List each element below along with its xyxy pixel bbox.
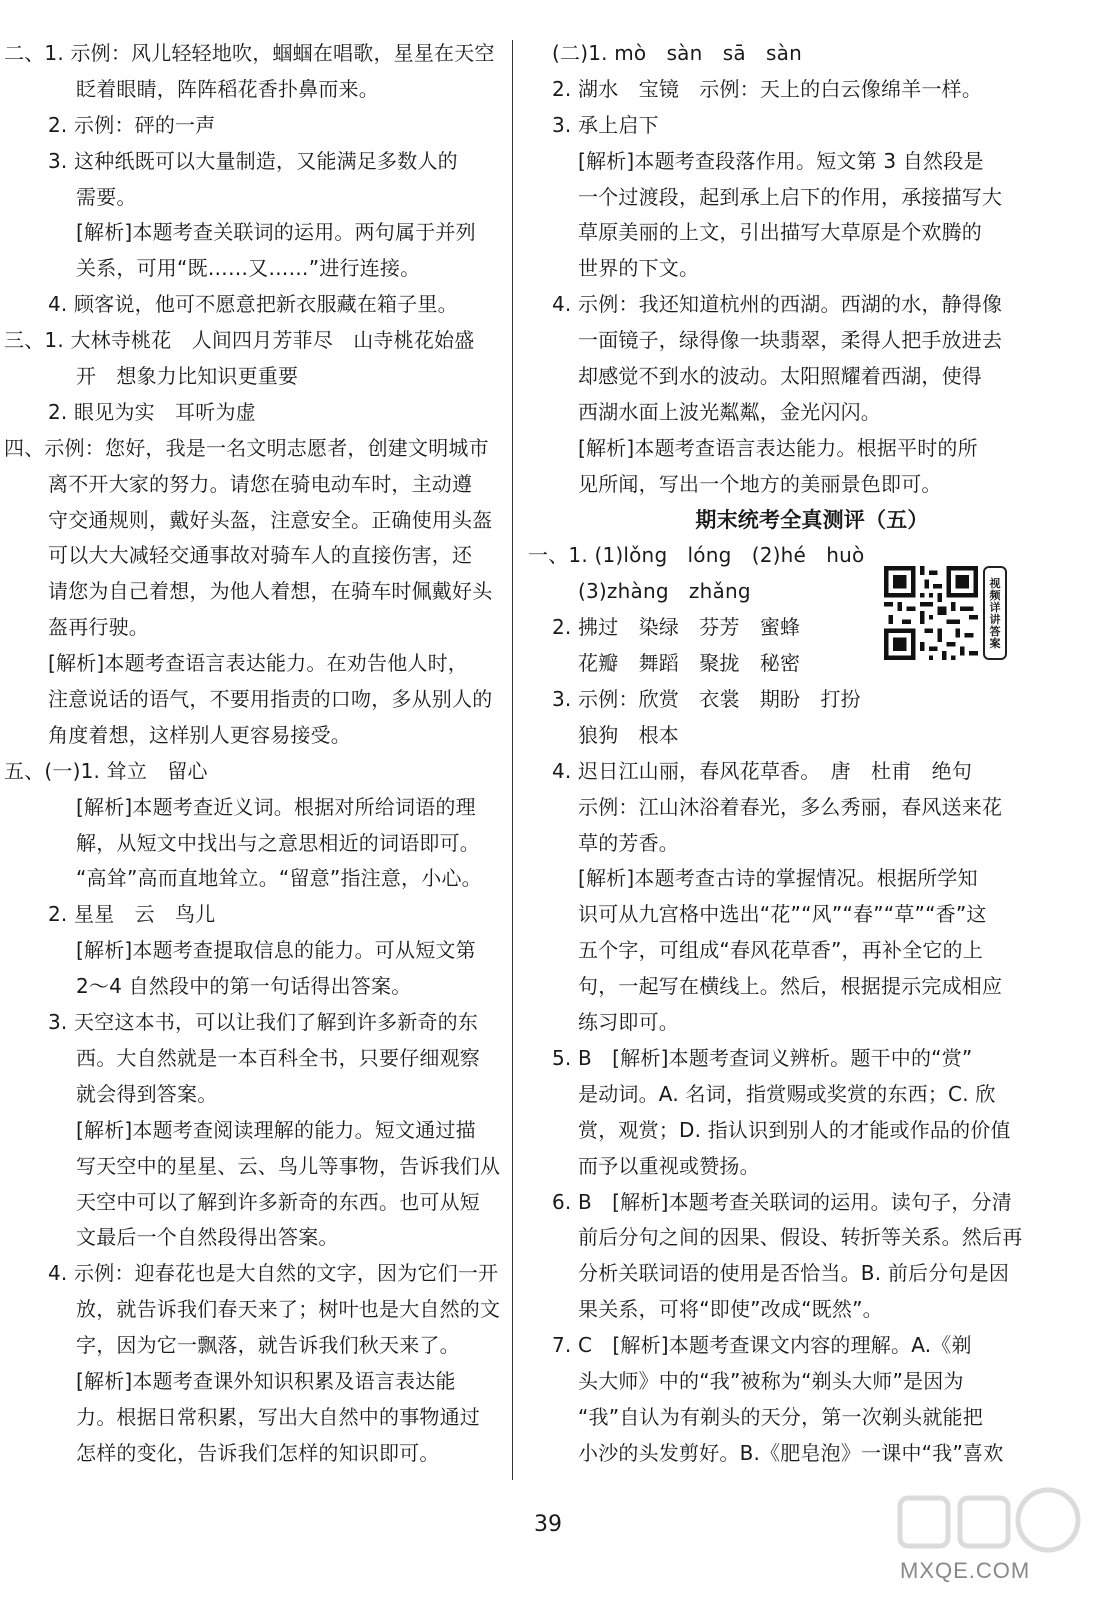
answer-line: 3. 承上启下	[552, 112, 659, 137]
answer-line: 赏，观赏；D. 指认识到别人的才能或作品的价值	[578, 1117, 1011, 1142]
answer-line: 文最后一个自然段得出答案。	[76, 1225, 339, 1250]
answer-line: 头大师》中的“我”被称为“剃头大师”是因为	[578, 1368, 964, 1393]
answer-line: 句，一起写在横线上。然后，根据提示完成相应	[578, 974, 1003, 999]
answer-line: (二)1. mò sàn sā sàn	[552, 41, 802, 65]
column-divider	[512, 40, 513, 1480]
answer-line: 2. 示例：砰的一声	[48, 112, 216, 137]
answer-line: 草的芳香。	[578, 830, 679, 855]
answer-line: 2. 眼见为实 耳听为虚	[48, 399, 256, 424]
answer-line: 一面镜子，绿得像一块翡翠，柔得人把手放进去	[578, 328, 1003, 353]
answer-line: 天空中可以了解到许多新奇的东西。也可从短	[76, 1189, 480, 1214]
answer-line: 见所闻，写出一个地方的美丽景色即可。	[578, 471, 942, 496]
qr-label: 视频详讲答案	[983, 566, 1007, 660]
answer-line: 6. B [解析]本题考查关联词的运用。读句子，分清	[552, 1189, 1012, 1214]
section-title: 期末统考全真测评（五）	[695, 507, 929, 532]
right-column	[528, 36, 1072, 1472]
answer-line: 却感觉不到水的波动。太阳照耀着西湖，使得	[578, 364, 982, 389]
left-column	[4, 36, 504, 1472]
answer-line: 五、(一)1. 耸立 留心	[4, 758, 208, 783]
answer-line: 2～4 自然段中的第一句话得出答案。	[76, 974, 412, 999]
answer-line: 2. 湖水 宝镜 示例：天上的白云像绵羊一样。	[552, 76, 983, 101]
answer-line: 草原美丽的上文，引出描写大草原是个欢腾的	[578, 220, 982, 245]
answer-line: 示例：江山沐浴着春光，多么秀丽，春风送来花	[578, 794, 1003, 819]
answer-line: 怎样的变化，告诉我们怎样的知识即可。	[76, 1440, 440, 1465]
answer-line: 字，因为它一飘落，就告诉我们秋天来了。	[76, 1333, 460, 1358]
answer-line: 识可从九宫格中选出“花”“风”“春”“草”“香”这	[578, 902, 987, 927]
page-number: 39	[534, 1512, 562, 1537]
answer-line: 角度着想，这样别人更容易接受。	[48, 722, 351, 747]
answer-line: [解析]本题考查阅读理解的能力。短文通过描	[76, 1117, 476, 1142]
answer-line: 3. 天空这本书，可以让我们了解到许多新奇的东	[48, 1010, 479, 1035]
answer-line: 一个过渡段，起到承上启下的作用，承接描写大	[578, 184, 1003, 209]
answer-line: [解析]本题考查关联词的运用。两句属于并列	[76, 220, 476, 245]
answer-line: 练习即可。	[578, 1010, 679, 1035]
answer-line: 7. C [解析]本题考查课文内容的理解。A.《剃	[552, 1333, 972, 1358]
answer-line: 可以大大减轻交通事故对骑车人的直接伤害，还	[48, 543, 473, 568]
answer-line: 请您为自己着想，为他人着想，在骑车时佩戴好头	[48, 579, 493, 604]
answer-line: 西。大自然就是一本百科全书，只要仔细观察	[76, 1045, 480, 1070]
answer-line: 4. 迟日江山丽，春风花草香。 唐 杜甫 绝句	[552, 758, 973, 783]
answer-line: 3. 这种纸既可以大量制造，又能满足多数人的	[48, 148, 458, 173]
answer-line: 西湖水面上波光粼粼，金光闪闪。	[578, 399, 881, 424]
answer-line: 世界的下文。	[578, 256, 700, 281]
right-top-answers	[552, 36, 1072, 503]
answer-line: [解析]本题考查语言表达能力。在劝告他人时，	[48, 651, 469, 676]
answer-line: 果关系，可将“即使”改成“既然”。	[578, 1297, 883, 1322]
answer-line: 分析关联词语的使用是否恰当。B. 前后分句是因	[578, 1261, 1010, 1286]
answer-line: 离不开大家的努力。请您在骑电动车时，主动遵	[48, 471, 473, 496]
answer-line: [解析]本题考查段落作用。短文第 3 自然段是	[578, 148, 984, 173]
answer-line: 注意说话的语气，不要用指责的口吻，多从别人的	[48, 687, 493, 712]
answer-line: 关系，可用“既……又……”进行连接。	[76, 256, 421, 281]
answer-line: [解析]本题考查语言表达能力。根据平时的所	[578, 435, 978, 460]
answer-line: 需要。	[76, 184, 137, 209]
answer-line: 写天空中的星星、云、鸟儿等事物，告诉我们从	[76, 1153, 501, 1178]
answer-line: 4. 顾客说，他可不愿意把新衣服藏在箱子里。	[48, 292, 458, 317]
answer-line: 二、1. 示例：风儿轻轻地吹，蝈蝈在唱歌，星星在天空	[4, 41, 495, 65]
answer-line: 开 想象力比知识更重要	[76, 364, 299, 389]
answer-line: “我”自认为有剃头的天分，第一次剃头就能把	[578, 1404, 983, 1429]
answer-line: 4. 示例：我还知道杭州的西湖。西湖的水，静得像	[552, 292, 1003, 317]
answer-line: 守交通规则，戴好头盔，注意安全。正确使用头盔	[48, 507, 493, 532]
watermark-text: MXQE.COM	[900, 1558, 1031, 1583]
answer-line: 放，就告诉我们春天来了；树叶也是大自然的文	[76, 1297, 501, 1322]
answer-line: 四、示例：您好，我是一名文明志愿者，创建文明城市	[4, 435, 489, 460]
answer-line: [解析]本题考查近义词。根据对所给词语的理	[76, 794, 476, 819]
answer-line: 3. 示例：欣赏 衣裳 期盼 打扮	[552, 687, 861, 712]
answer-line: “高耸”高而直地耸立。“留意”指注意，小心。	[76, 866, 482, 891]
answer-line: 力。根据日常积累，写出大自然中的事物通过	[76, 1404, 480, 1429]
qr-code[interactable]	[884, 566, 978, 660]
answer-line: 5. B [解析]本题考查词义辨析。题干中的“赏”	[552, 1045, 973, 1070]
answer-line: (3)zhàng zhǎng	[578, 579, 751, 604]
answer-line: 眨着眼睛，阵阵稻花香扑鼻而来。	[76, 76, 379, 101]
answer-line: 就会得到答案。	[76, 1081, 218, 1106]
answer-line: 而予以重视或赞扬。	[578, 1153, 760, 1178]
answer-line: 2. 拂过 染绿 芬芳 蜜蜂	[552, 615, 801, 640]
answer-line: [解析]本题考查提取信息的能力。可从短文第	[76, 938, 476, 963]
answer-line: 花瓣 舞蹈 聚拢 秘密	[578, 651, 801, 676]
answer-line: 前后分句之间的因果、假设、转折等关系。然后再	[578, 1225, 1023, 1250]
answer-line: [解析]本题考查课外知识积累及语言表达能	[76, 1368, 456, 1393]
answer-line: 三、1. 大林寺桃花 人间四月芳菲尽 山寺桃花始盛	[4, 328, 475, 353]
answer-line: 2. 星星 云 鸟儿	[48, 902, 216, 927]
answer-line: 狼狗 根本	[578, 722, 679, 747]
answer-line: 4. 示例：迎春花也是大自然的文字，因为它们一开	[48, 1261, 499, 1286]
answer-line: 小沙的头发剪好。B.《肥皂泡》一课中“我”喜欢	[578, 1440, 1004, 1465]
answer-line: 是动词。A. 名词，指赏赐或奖赏的东西；C. 欣	[578, 1081, 996, 1106]
answer-line: [解析]本题考查古诗的掌握情况。根据所学知	[578, 866, 978, 891]
right-bottom-answers	[528, 538, 1072, 1471]
answer-line: 解，从短文中找出与之意思相近的词语即可。	[76, 830, 480, 855]
answer-line: 五个字，可组成“春风花草香”，再补全它的上	[578, 938, 983, 963]
answer-line: 盔再行驶。	[48, 615, 149, 640]
answer-line: 一、1. (1)lǒng lóng (2)hé huò	[528, 543, 865, 568]
